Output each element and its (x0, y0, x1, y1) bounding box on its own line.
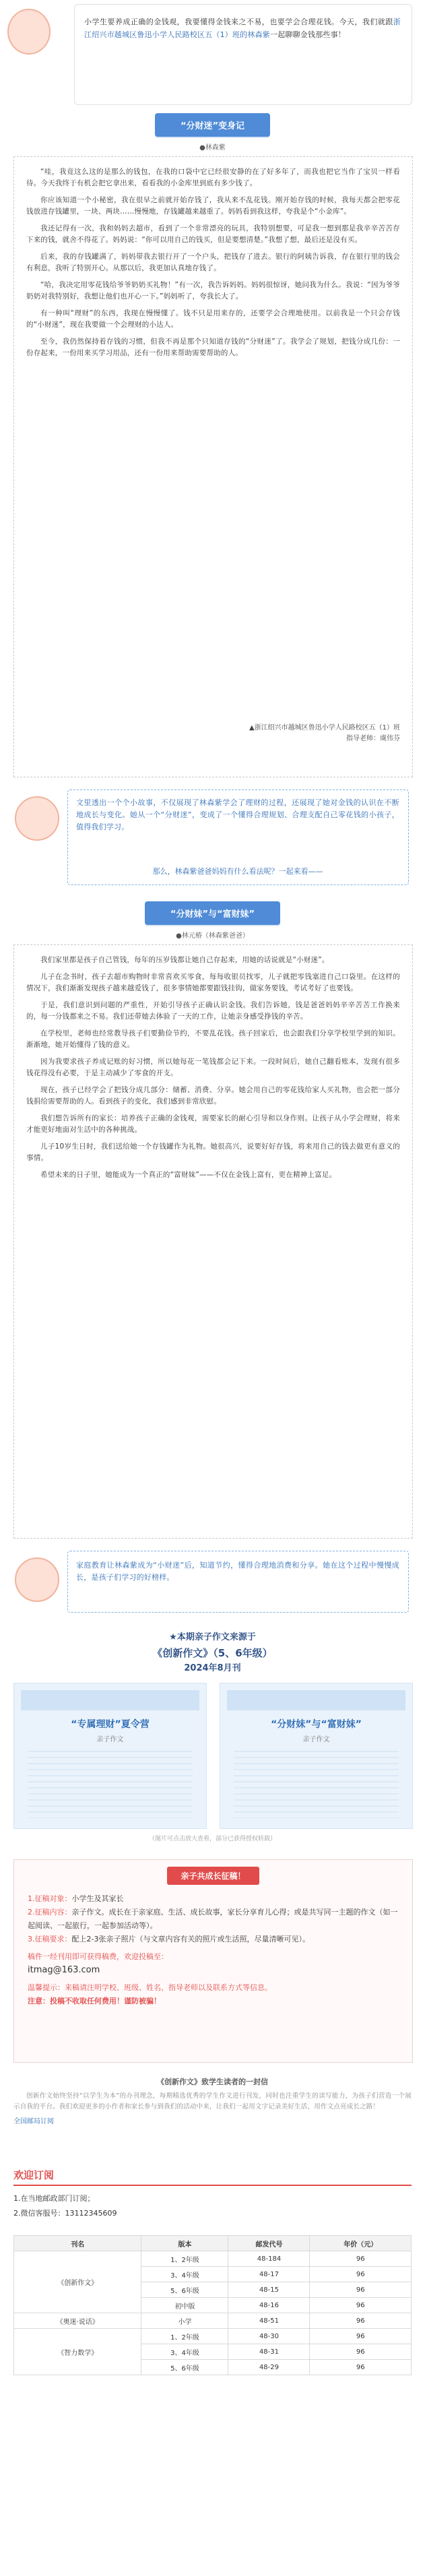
signature-school: ▲浙江绍兴市越城区鲁迅小学人民路校区五（1）班 (249, 724, 400, 732)
editor-note-link[interactable]: 全国邮局订阅 (13, 2118, 54, 2125)
table-cell-version: 3、4年级 (141, 2267, 228, 2282)
table-cell-name: 《奥迷·说话》 (14, 2313, 141, 2329)
subscribe-table (13, 2235, 412, 2375)
section2-story-box (13, 944, 413, 1539)
cover-header-bar (21, 1690, 199, 1710)
table-cell-code: 48-16 (228, 2298, 310, 2313)
cover-title: “分财妹”与“富财妹” (271, 1719, 362, 1730)
table-header-row (14, 2236, 412, 2251)
table-cell-name: 《创新作文》 (14, 2251, 141, 2313)
table-cell-code: 48-30 (228, 2329, 310, 2344)
source-line3: 2024年8月刊 (184, 1663, 241, 1673)
section1-paragraph: 有一种叫“理财”的东西，我现在慢慢懂了。钱不只是用来存的，还要学会合理地使用。以前我是一个只会存钱的“小财迷”，现在我要做一个会理财的小达人。 (26, 309, 400, 329)
source-line2: 《创新作文》（5、6年级） (152, 1647, 273, 1659)
section1-body (26, 166, 400, 364)
mom-note-question: 那么，林森紫爸爸妈妈有什么看法呢？一起来看—— (152, 867, 323, 876)
cover-caption: （图片可点击放大查看，部分已获得授权转载） (148, 1836, 276, 1842)
table-cell-name: 《智力数学》 (14, 2329, 141, 2375)
submission-item-label: 2.征稿内容： (28, 1908, 72, 1917)
submission-header-wrap (14, 1867, 412, 1885)
submission-item-label: 3.征稿要求： (28, 1935, 72, 1943)
section2-title-wrap (0, 901, 425, 925)
closing-note (13, 1551, 412, 1618)
subscribe-section (13, 2168, 412, 2221)
section2-body (26, 955, 400, 1186)
table-cell-price: 96 (310, 2298, 412, 2313)
editor-note-text: 创新作文始终坚持“以学生为本”的办刊理念，每期精选优秀的学生作文进行刊发，同时也注重学生的读写能力，为孩子们营造一个展示自我的平台。我们欢迎更多的小作者和家长参与到我们的活动中来，让我们一起用文字记录美好生活，用作文点亮成长之路！ (13, 2092, 412, 2111)
table-cell-version: 1、2年级 (141, 2251, 228, 2267)
cover-text-lines (234, 1751, 399, 1818)
submission-item (28, 1892, 399, 1906)
section1-paragraph: 你应该知道一个小秘密，我在很早之前就开始存钱了，我从来不乱花钱。刚开始存钱的时候，我每天都会把零花钱放进存钱罐里，一块、两块……慢慢地，存钱罐越来越重了。妈妈看到我这样，夸我是个“小金库”。 (26, 196, 400, 216)
table-cell-version: 5、6年级 (141, 2282, 228, 2298)
table-header: 版本 (141, 2236, 228, 2251)
section2-paragraph: 因为我要求孩子养成记账的好习惯，所以她每花一笔钱都会记下来。一段时间后，她自己翻看账本，发现有很多钱花得没有必要，于是主动减少了零食的开支。 (26, 1058, 400, 1077)
table-cell-code: 48-17 (228, 2267, 310, 2282)
table-cell-version: 5、6年级 (141, 2360, 228, 2375)
cover-image[interactable] (220, 1683, 413, 1829)
subscribe-line: 2.微信客服号：13112345609 (13, 2209, 117, 2218)
mom-note-text: 文里透出一个个小故事，不仅展现了林森紫学会了理财的过程，还展现了她对金钱的认识在不断地成长与变化。她从一个“分财迷”，变成了一个懂得合理规划、合理支配自己零花钱的小孩子，值得我们学习。 (76, 798, 399, 831)
mom-note-box (67, 790, 409, 885)
table-cell-price: 96 (310, 2313, 412, 2329)
section2-paragraph: 现在，孩子已经学会了把钱分成几部分：储蓄、消费、分享。她会用自己的零花钱给家人买礼物，也会把一部分钱捐给需要帮助的人。看到孩子的变化，我们感到非常欣慰。 (26, 1086, 400, 1105)
table-cell-code: 48-51 (228, 2313, 310, 2329)
submission-item-text: 小学生及其家长 (71, 1894, 124, 1903)
signature-teacher: 指导老师：虞伟芬 (346, 735, 400, 742)
mascot-avatar-icon (15, 796, 59, 841)
table-header: 年价（元） (310, 2236, 412, 2251)
section2-paragraph: 儿子在念书时，孩子去超市购物时非常喜欢买零食，每每收银员找零，儿子就把零钱塞进自己口袋里。在这样的情况下，我们渐渐发现孩子越来越爱钱了，很多事情她都要跟钱挂钩，做家务要钱，考试考好了也要钱。 (26, 973, 400, 992)
section1-paragraph: “哈，我决定用零花钱给爷爷奶奶买礼物！”有一次，我告诉妈妈。妈妈很惊讶，她问我为什么。我说：“因为爷爷奶奶对我特别好，我想让他们也开心一下。”妈妈听了，夸我长大了。 (26, 281, 400, 300)
section2-paragraph: 我们想告诉所有的家长：培养孩子正确的金钱观，需要家长的耐心引导和以身作则。让孩子从小学会理财，将来才能更好地面对生活中的各种挑战。 (26, 1114, 400, 1134)
section1-title-wrap (0, 113, 425, 137)
intro-text (84, 15, 401, 41)
cover-subtitle: 亲子作文 (302, 1736, 330, 1743)
source-block (0, 1630, 425, 1676)
submission-item (28, 1906, 399, 1933)
submission-warning: 温馨提示：来稿请注明学校、班级、姓名、指导老师以及联系方式等信息。 (28, 1983, 272, 1992)
subscribe-header: 欢迎订阅 (13, 2168, 412, 2186)
submission-warning2: 注意：投稿不收取任何费用！谨防被骗！ (28, 1997, 161, 2005)
table-row (14, 2329, 412, 2344)
table-cell-version: 小学 (141, 2313, 228, 2329)
submission-item-label: 1.征稿对象： (28, 1894, 72, 1903)
table-cell-price: 96 (310, 2282, 412, 2298)
table-cell-version: 初中版 (141, 2298, 228, 2313)
submission-items (28, 1892, 399, 2008)
section2-paragraph: 儿子10岁生日时，我们送给她一个存钱罐作为礼物。她很高兴，说要好好存钱，将来用自己的钱去做更有意义的事情。 (26, 1142, 400, 1162)
section2-paragraph: 我们家里都是孩子自己管钱，每年的压岁钱都让她自己存起来，用她的话说就是“小财迷”。 (40, 956, 329, 964)
mascot-avatar-icon (7, 9, 51, 55)
submission-item-text: 配上2-3张亲子照片（与文章内容有关的照片或生活照，尽量清晰可见）。 (71, 1935, 310, 1943)
table-cell-price: 96 (310, 2267, 412, 2282)
submission-box (13, 1859, 413, 2063)
section2-author: ●林元椿（林森紫爸爸） (176, 932, 249, 940)
intro-box (74, 4, 412, 105)
cover-text-lines (28, 1751, 193, 1818)
intro-school-highlight: 浙江绍兴市越城区鲁迅小学人民路校区五（1）班的林森紫 (84, 18, 401, 39)
table-cell-version: 1、2年级 (141, 2329, 228, 2344)
table-row (14, 2251, 412, 2267)
closing-note-text: 家庭教育让林森紫成为“小财迷”后，知道节约，懂得合理地消费和分享。她在这个过程中慢慢成长，是孩子们学习的好榜样。 (76, 1561, 399, 1582)
table-cell-version: 3、4年级 (141, 2344, 228, 2360)
cover-title: “专属理财”夏令营 (71, 1719, 150, 1730)
table-header: 刊名 (14, 2236, 141, 2251)
closing-note-box (67, 1551, 409, 1613)
section2-paragraph: 于是，我们意识到问题的严重性，开始引导孩子正确认识金钱。我们告诉她，钱是爸爸妈妈辛辛苦苦工作换来的，每一分钱都来之不易。我们还带她去体验了一天的工作，让她亲身感受挣钱的辛苦。 (26, 1001, 400, 1021)
table-row (14, 2313, 412, 2329)
subscribe-line: 1.在当地邮政部门订阅； (13, 2194, 95, 2203)
section1-title: “分财迷”变身记 (155, 113, 270, 137)
section1-paragraph: “哇，我竟这么这的是那么的钱包，在我的口袋中它已经很安静的在了好多年了，而我也把它当作了宝贝一样看待。今天我终于有机会把它拿出来，看看我的小金库里到底有多少钱了。 (26, 168, 400, 187)
section1-paragraph: 至今，我仍然保持着存钱的习惯，但我不再是那个只知道存钱的“分财迷”了。我学会了规划，把钱分成几份：一份存起来，一份用来买学习用品，还有一份用来帮助需要帮助的人。 (26, 337, 400, 357)
table-cell-code: 48-29 (228, 2360, 310, 2375)
editor-note (13, 2076, 412, 2125)
cover-subtitle: 亲子作文 (96, 1736, 124, 1743)
section1-story-box (13, 156, 413, 777)
mom-note (13, 790, 412, 891)
table-cell-code: 48-184 (228, 2251, 310, 2267)
cover-header-bar (227, 1690, 405, 1710)
table-cell-code: 48-31 (228, 2344, 310, 2360)
table-cell-code: 48-15 (228, 2282, 310, 2298)
section1-author: ●林森紫 (199, 144, 226, 152)
section2-title: “分财妹”与“富财妹” (145, 901, 280, 925)
table-cell-price: 96 (310, 2251, 412, 2267)
editor-note-title: 《创新作文》致学生读者的一封信 (157, 2078, 268, 2086)
submission-header: 亲子共成长征稿！ (167, 1867, 259, 1885)
submission-mail-label: 稿件一经刊用即可获得稿费，欢迎投稿至： (28, 1952, 168, 1961)
submission-email-link[interactable]: itmag@163.com (28, 1965, 100, 1975)
section1-paragraph: 我还记得有一次，我和妈妈去超市，看到了一个非常漂亮的玩具，我特别想要，可是我一想到那是我辛辛苦苦存下来的钱，就舍不得花了。妈妈说：“你可以用自己的钱买，但是要想清楚。”我想了想，最后还是没有买。 (26, 224, 400, 244)
source-line1: ★本期亲子作文来源于 (169, 1632, 256, 1642)
submission-item-text: 亲子作文。成长在于亲家庭、生活、成长故事，家长分享育儿心得；或是共写同一主题的作文（如一起阅读、一起旅行，一起参加活动等）。 (28, 1908, 398, 1930)
cover-image[interactable] (13, 1683, 207, 1829)
section1-signature (238, 723, 400, 744)
section1-paragraph: 后来，我的存钱罐满了，妈妈带我去银行开了一个户头，把钱存了进去。银行的阿姨告诉我，存在银行里的钱会有利息，我听了特别开心。从那以后，我更加认真地存钱了。 (26, 253, 400, 272)
mascot-avatar-icon (15, 1557, 59, 1602)
table-cell-price: 96 (310, 2329, 412, 2344)
section2-paragraph: 在学校里，老师也经常教导孩子们要勤俭节约，不要乱花钱。孩子回家后，也会跟我们分享学校里学到的知识。渐渐地，她开始懂得了钱的意义。 (26, 1029, 400, 1049)
table-header: 邮发代号 (228, 2236, 310, 2251)
table-cell-price: 96 (310, 2360, 412, 2375)
intro-text-prefix: 小学生要养成正确的金钱观，我要懂得金钱来之不易，也要学会合理花钱。今天，我们就跟 (84, 18, 393, 26)
section2-paragraph: 希望未来的日子里，她能成为一个真正的“富财妹”——不仅在金钱上富有，更在精神上富足。 (40, 1171, 337, 1179)
submission-item (28, 1933, 399, 1946)
intro-text-suffix: 一起聊聊金钱那些事！ (270, 30, 346, 39)
table-cell-price: 96 (310, 2344, 412, 2360)
